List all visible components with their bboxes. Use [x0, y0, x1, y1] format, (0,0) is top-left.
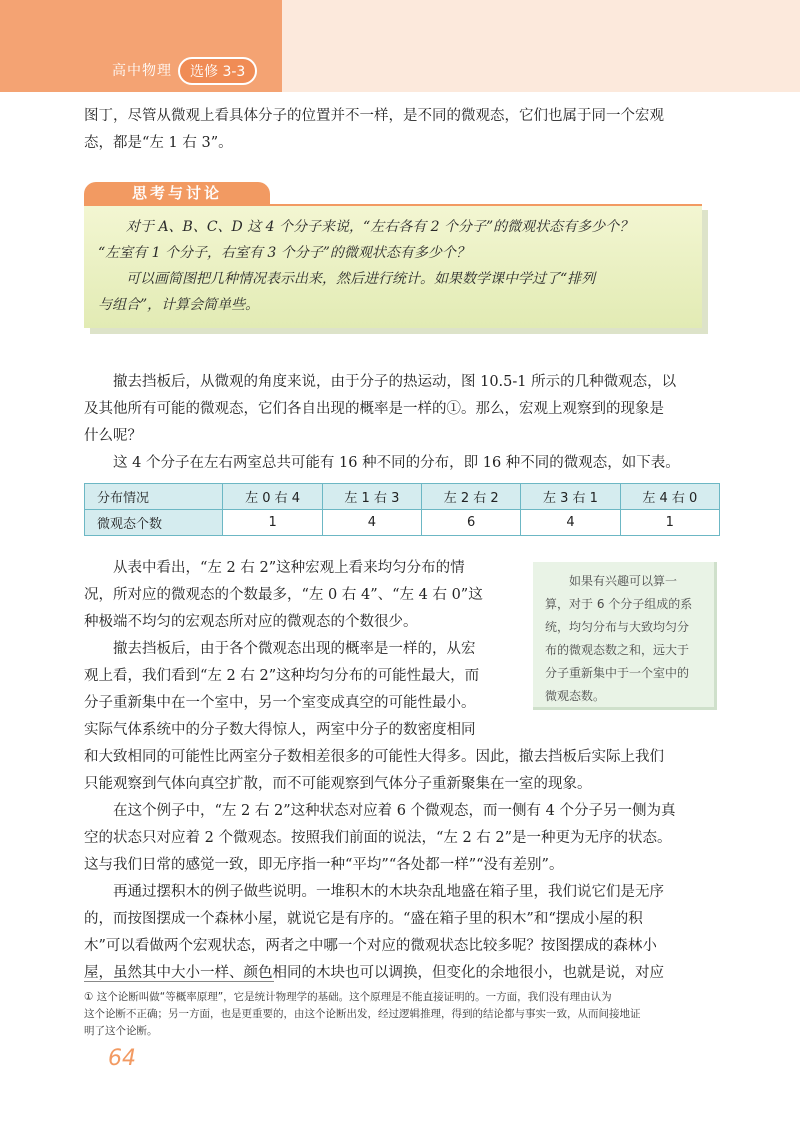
text-line: 分子重新集中在一个室中，另一个室变成真空的可能性最小。	[84, 695, 476, 711]
text-line: 木”可以看做两个宏观状态，两者之中哪一个对应的微观状态比较多呢？按图摆成的森林小	[84, 938, 657, 954]
table-column-header: 左 4 右 0	[620, 484, 719, 510]
text-line: 这 4 个分子在左右两室总共可能有 16 种不同的分布，即 16 种不同的微观态，如下表。	[113, 455, 680, 471]
text-line: 再通过摆积木的例子做些说明。一堆积木的木块杂乱地盛在箱子里，我们说它们是无序	[113, 884, 664, 900]
note-line: 统，均匀分布与大致均匀分	[545, 620, 690, 634]
table-column-header: 左 0 右 4	[223, 484, 322, 510]
table-column-header: 左 3 右 1	[521, 484, 620, 510]
think-line: 对于 A、B、C、D 这 4 个分子来说，“左右各有 2 个分子”的微观状态有多少个？	[126, 219, 634, 235]
paragraph-6	[84, 879, 718, 987]
paragraph-4	[84, 636, 514, 744]
footnote-divider	[84, 981, 274, 982]
text-line: 什么呢？	[84, 428, 142, 444]
paragraph-4-continued	[84, 744, 718, 798]
table-row-label: 微观态个数	[85, 510, 223, 536]
text-line: 的，而按图摆成一个森林小屋，就说它是有序的。“盛在箱子里的积木”和“摆成小屋的积	[84, 911, 643, 927]
note-line: 微观态数。	[545, 689, 606, 703]
text-line: 只能观察到气体向真空扩散，而不可能观察到气体分子重新聚集在一室的现象。	[84, 776, 592, 792]
think-box-title: 思考与讨论	[84, 182, 270, 204]
paragraph-3	[84, 555, 514, 636]
text-line: 这与我们日常的感觉一致，即无序指一种“平均”“各处都一样”“没有差别”。	[84, 857, 564, 873]
text-line: 观上看，我们看到“左 2 右 2”这种均匀分布的可能性最大，而	[84, 668, 480, 684]
table-cell: 4	[521, 510, 620, 536]
table-column-header: 左 2 右 2	[422, 484, 521, 510]
text-line: 种极端不均匀的宏观态所对应的微观态的个数很少。	[84, 614, 418, 630]
note-line: 如果有兴趣可以算一	[569, 574, 678, 588]
text-line: 态，都是“左 1 右 3”。	[84, 135, 233, 151]
text-line: 在这个例子中，“左 2 右 2”这种状态对应着 6 个微观态，而一侧有 4 个分子另一侧为真	[113, 803, 676, 819]
footnote-line: 这个论断不正确；另一方面，也是更重要的，由这个论断出发，经过逻辑推理，得到的结论都与事实一致，从而间接地证	[84, 1008, 641, 1020]
paragraph-2	[84, 450, 718, 477]
header-band-light	[282, 0, 800, 92]
think-line: 与组合”，计算会简单些。	[98, 297, 260, 313]
table-column-header: 左 1 右 3	[322, 484, 421, 510]
text-line: 况，所对应的微观态的个数最多，“左 0 右 4”、“左 4 右 0”这	[84, 587, 483, 603]
text-line: 和大致相同的可能性比两室分子数相差很多的可能性大得多。因此，撤去挡板后实际上我们	[84, 749, 664, 765]
table-cell: 1	[620, 510, 719, 536]
think-line: “左室有 1 个分子，右室有 3 个分子”的微观状态有多少个？	[98, 245, 470, 261]
note-line: 算，对于 6 个分子组成的系	[545, 597, 693, 611]
footnote	[84, 989, 718, 1040]
note-line: 布的微观态数之和，远大于	[545, 643, 690, 657]
text-line: 撤去挡板后，由于各个微观态出现的概率是一样的，从宏	[113, 641, 476, 657]
footnote-line: ① 这个论断叫做“等概率原理”，它是统计物理学的基础。这个原理是不能直接证明的。一方面，我们没有理由认为	[84, 991, 612, 1003]
note-line: 分子重新集中于一个室中的	[545, 666, 690, 680]
distribution-table	[84, 483, 720, 536]
table-row	[85, 510, 720, 536]
text-line: 实际气体系统中的分子数大得惊人，两室中分子的数密度相同	[84, 722, 476, 738]
page-number: 64	[108, 1046, 136, 1071]
text-line: 从表中看出，“左 2 右 2”这种宏观上看来均匀分布的情	[113, 560, 465, 576]
header-volume-badge: 选修 3-3	[178, 57, 257, 85]
text-line: 撤去挡板后，从微观的角度来说，由于分子的热运动，图 10.5-1 所示的几种微观态，以	[113, 374, 677, 390]
intro-paragraph	[84, 103, 718, 157]
table-header-label: 分布情况	[85, 484, 223, 510]
table-header-row	[85, 484, 720, 510]
table-cell: 1	[223, 510, 322, 536]
text-line: 图丁，尽管从微观上看具体分子的位置并不一样，是不同的微观态，它们也属于同一个宏观	[84, 108, 664, 124]
table-cell: 4	[322, 510, 421, 536]
text-line: 及其他所有可能的微观态，它们各自出现的概率是一样的①。那么，宏观上观察到的现象是	[84, 401, 664, 417]
text-line: 屋，虽然其中大小一样、颜色相同的木块也可以调换，但变化的余地很小，也就是说，对应	[84, 965, 664, 981]
table-cell: 6	[422, 510, 521, 536]
sidebar-note	[533, 562, 717, 710]
text-line: 空的状态只对应着 2 个微观态。按照我们前面的说法，“左 2 右 2”是一种更为无序的状态。	[84, 830, 672, 846]
think-box	[84, 204, 702, 328]
think-line: 可以画简图把几种情况表示出来，然后进行统计。如果数学课中学过了“排列	[126, 271, 596, 287]
header-series: 高中物理	[112, 63, 172, 79]
footnote-line: 明了这个论断。	[84, 1025, 158, 1037]
paragraph-1	[84, 369, 718, 450]
paragraph-5	[84, 798, 718, 879]
